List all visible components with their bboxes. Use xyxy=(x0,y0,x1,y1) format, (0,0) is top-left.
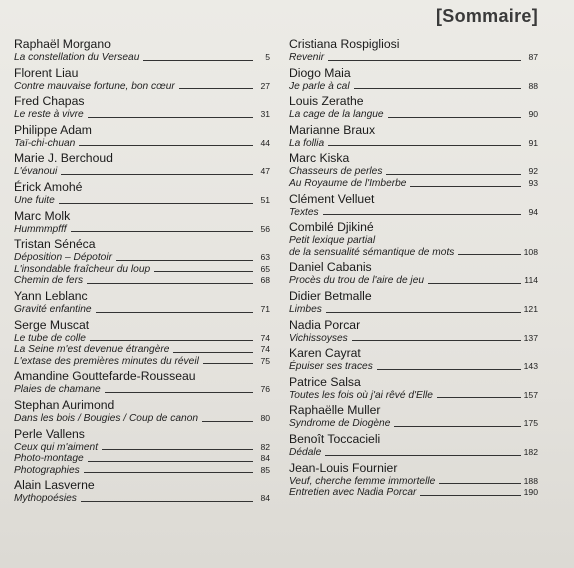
work-line xyxy=(289,235,538,247)
page-number: 182 xyxy=(523,446,538,457)
work-title: Chasseurs de perles xyxy=(289,166,383,178)
toc-entry xyxy=(289,461,538,499)
page-number: 51 xyxy=(260,194,270,205)
toc-entry xyxy=(289,66,538,93)
author-name: Florent Liau xyxy=(14,65,79,80)
page-number: 90 xyxy=(528,109,538,120)
leader-line xyxy=(84,472,253,473)
author-name: Serge Muscat xyxy=(14,317,90,332)
toc-entry xyxy=(14,123,270,150)
author-name: Marc Kiska xyxy=(289,151,350,166)
page-number: 108 xyxy=(523,246,538,257)
work-title: La cage de la langue xyxy=(289,109,384,121)
toc-entry xyxy=(14,37,270,64)
toc-entry xyxy=(14,427,270,477)
leader-line xyxy=(105,392,253,393)
work-title: Hummmpfff xyxy=(14,223,67,235)
work-line xyxy=(14,224,270,236)
work-line xyxy=(289,81,538,93)
page-number: 92 xyxy=(528,166,538,177)
toc-entry xyxy=(289,260,538,287)
page-number: 71 xyxy=(260,303,270,314)
work-line xyxy=(14,493,270,505)
toc-column-right xyxy=(289,37,538,501)
leader-line xyxy=(420,495,520,496)
work-line xyxy=(14,81,270,93)
toc-entry xyxy=(14,180,270,207)
work-title: Limbes xyxy=(289,303,322,315)
author-name: Daniel Cabanis xyxy=(289,260,372,275)
work-line xyxy=(14,109,270,121)
toc-entry xyxy=(14,289,270,316)
work-title: Dédale xyxy=(289,446,322,458)
leader-line xyxy=(377,369,521,370)
leader-line xyxy=(88,461,253,462)
leader-line xyxy=(326,312,521,313)
work-line xyxy=(289,333,538,345)
leader-line xyxy=(154,271,253,272)
toc-entry xyxy=(289,151,538,189)
work-title: Revenir xyxy=(289,52,325,63)
work-line xyxy=(14,195,270,207)
page-number: 137 xyxy=(523,332,538,343)
page-number: 121 xyxy=(523,303,538,314)
work-title: La Seine m'est devenue étrangère xyxy=(14,344,170,356)
leader-line xyxy=(328,145,521,146)
author-name: Marie J. Berchoud xyxy=(14,151,113,166)
page-number: 76 xyxy=(260,384,270,395)
work-line xyxy=(289,275,538,287)
work-title: Déposition – Dépotoir xyxy=(14,252,112,264)
work-line xyxy=(14,465,270,477)
page-number: 75 xyxy=(260,355,270,366)
page-number: 31 xyxy=(260,109,270,120)
leader-line xyxy=(386,174,521,175)
toc-entry xyxy=(14,237,270,287)
work-title: Dans les bois / Bougies / Coup de canon xyxy=(14,412,199,424)
page-number: 5 xyxy=(265,52,270,62)
leader-line xyxy=(79,145,253,146)
work-line xyxy=(289,476,538,488)
leader-line xyxy=(458,254,520,255)
work-title: Entretien avec Nadia Porcar xyxy=(289,487,417,499)
leader-line xyxy=(410,186,521,187)
toc-entry xyxy=(289,94,538,121)
work-title: Gravité enfantine xyxy=(14,303,92,315)
work-title: Textes xyxy=(289,206,319,218)
toc-entry xyxy=(289,346,538,373)
leader-line xyxy=(61,174,253,175)
leader-line xyxy=(325,455,520,456)
leader-line xyxy=(394,426,520,427)
author-name: Philippe Adam xyxy=(14,122,92,137)
page-title: [Sommaire] xyxy=(435,6,538,26)
leader-line xyxy=(388,117,521,118)
author-name: Fred Chapas xyxy=(14,94,85,109)
page-number: 74 xyxy=(260,344,270,355)
author-name: Raphaëlle Muller xyxy=(289,403,381,418)
author-name: Marc Molk xyxy=(14,208,71,223)
page-number: 114 xyxy=(524,275,538,286)
work-line xyxy=(289,207,538,219)
page-number: 188 xyxy=(523,475,538,486)
author-name: Yann Leblanc xyxy=(14,288,88,303)
author-name: Patrice Salsa xyxy=(289,374,361,389)
work-title: Le reste à vivre xyxy=(14,109,84,121)
page-number: 65 xyxy=(260,263,270,274)
work-line xyxy=(14,442,270,454)
work-line xyxy=(289,447,538,459)
work-title: Je parle à cal xyxy=(289,80,350,92)
author-name: Stephan Aurimond xyxy=(14,397,115,412)
author-name: Benoît Toccacieli xyxy=(289,431,381,446)
work-line xyxy=(289,247,538,259)
work-title: Le tube de colle xyxy=(14,332,86,344)
page-number: 47 xyxy=(260,166,270,177)
work-line xyxy=(289,361,538,373)
leader-line xyxy=(88,117,253,118)
work-title: La follia xyxy=(289,137,325,149)
work-line xyxy=(289,166,538,178)
toc-entry xyxy=(289,289,538,316)
leader-line xyxy=(323,214,521,215)
page-number: 56 xyxy=(260,223,270,234)
page-number: 175 xyxy=(523,418,538,429)
page-number: 84 xyxy=(260,453,270,464)
toc-column-left xyxy=(14,37,270,507)
work-title: La constellation du Verseau xyxy=(14,52,140,63)
toc-entry xyxy=(289,220,538,258)
work-line xyxy=(14,138,270,150)
leader-line xyxy=(81,501,253,502)
work-title: Épuiser ses traces xyxy=(289,361,373,373)
leader-line xyxy=(179,88,253,89)
toc-entry xyxy=(289,403,538,430)
leader-line xyxy=(102,449,253,450)
work-line xyxy=(14,166,270,178)
toc-entry xyxy=(14,66,270,93)
page-number: 85 xyxy=(260,464,270,475)
work-title: Petit lexique partial xyxy=(289,235,376,247)
toc-entry xyxy=(289,192,538,219)
work-title: L'extase des premières minutes du réveil xyxy=(14,355,199,367)
page-number: 63 xyxy=(260,252,270,263)
leader-line xyxy=(59,203,253,204)
work-line xyxy=(14,275,270,287)
work-title: Mythopoésies xyxy=(14,493,77,505)
work-title: Ceux qui m'aiment xyxy=(14,441,99,453)
work-title: de la sensualité sémantique de mots xyxy=(289,246,455,258)
work-title: Une fuite xyxy=(14,194,55,206)
page-number: 93 xyxy=(528,177,538,188)
work-line xyxy=(289,52,538,64)
work-line xyxy=(289,304,538,316)
work-title: Taï-chi-chuan xyxy=(14,137,76,149)
leader-line xyxy=(439,483,520,484)
author-name: Cristiana Rospigliosi xyxy=(289,37,400,51)
toc-entry xyxy=(289,123,538,150)
leader-line xyxy=(87,283,253,284)
work-line xyxy=(289,109,538,121)
work-line xyxy=(14,52,270,64)
work-title: Plaies de chamane xyxy=(14,384,101,396)
toc-entry xyxy=(14,318,270,368)
page-number: 84 xyxy=(260,493,270,504)
author-name: Perle Vallens xyxy=(14,426,85,441)
work-line xyxy=(14,384,270,396)
work-line xyxy=(14,344,270,356)
work-line xyxy=(14,413,270,425)
toc-entry xyxy=(289,375,538,402)
toc-entry xyxy=(14,369,270,396)
work-title: Chemin de fers xyxy=(14,275,84,287)
work-line xyxy=(14,333,270,345)
leader-line xyxy=(203,363,253,364)
leader-line xyxy=(96,312,253,313)
author-name: Combilé Djikiné xyxy=(289,220,374,235)
author-name: Jean-Louis Fournier xyxy=(289,460,398,475)
work-title: L'insondable fraîcheur du loup xyxy=(14,263,151,275)
toc-entry xyxy=(289,318,538,345)
page-number: 143 xyxy=(523,361,538,372)
author-name: Marianne Braux xyxy=(289,122,376,137)
work-title: Photo-montage xyxy=(14,453,84,465)
page-number: 87 xyxy=(528,52,538,62)
toc-entry xyxy=(14,151,270,178)
toc-entry xyxy=(14,478,270,505)
page-number: 27 xyxy=(260,80,270,91)
page-number: 68 xyxy=(260,275,270,286)
author-name: Didier Betmalle xyxy=(289,288,372,303)
page-number: 190 xyxy=(523,487,538,498)
toc-entry xyxy=(14,94,270,121)
work-title: Syndrome de Diogène xyxy=(289,418,391,430)
page-number: 88 xyxy=(528,80,538,91)
work-line xyxy=(14,252,270,264)
author-name: Diogo Maia xyxy=(289,65,351,80)
work-line xyxy=(289,178,538,190)
work-line xyxy=(14,304,270,316)
leader-line xyxy=(90,340,253,341)
author-name: Érick Amohé xyxy=(14,179,83,194)
work-line xyxy=(289,418,538,430)
work-line xyxy=(14,453,270,465)
leader-line xyxy=(202,421,253,422)
leader-line xyxy=(143,60,253,61)
leader-line xyxy=(354,88,521,89)
author-name: Raphaël Morgano xyxy=(14,37,111,51)
toc-entry xyxy=(289,432,538,459)
page-number: 91 xyxy=(528,137,538,148)
leader-line xyxy=(116,260,253,261)
leader-line xyxy=(352,340,521,341)
leader-line xyxy=(328,60,521,61)
work-line xyxy=(14,356,270,368)
work-line xyxy=(14,264,270,276)
work-title: Veuf, cherche femme immortelle xyxy=(289,475,436,487)
toc-entry xyxy=(14,398,270,425)
work-title: Au Royaume de l'Imberbe xyxy=(289,177,407,189)
work-title: L'évanoui xyxy=(14,166,58,178)
author-name: Tristan Sénéca xyxy=(14,237,96,252)
work-line xyxy=(289,390,538,402)
page-number: 80 xyxy=(260,412,270,423)
leader-line xyxy=(437,397,521,398)
leader-line xyxy=(71,231,253,232)
page-number: 74 xyxy=(260,332,270,343)
author-name: Nadia Porcar xyxy=(289,317,361,332)
toc-entry xyxy=(289,37,538,64)
author-name: Clément Velluet xyxy=(289,191,375,206)
work-line xyxy=(289,487,538,499)
page-number: 82 xyxy=(260,441,270,452)
work-title: Contre mauvaise fortune, bon cœur xyxy=(14,80,175,92)
work-title: Photographies xyxy=(14,464,80,476)
page-number: 44 xyxy=(260,137,270,148)
toc-entry xyxy=(14,209,270,236)
author-name: Karen Cayrat xyxy=(289,346,361,361)
work-title: Procès du trou de l'aire de jeu xyxy=(289,275,425,287)
work-title: Toutes les fois où j'ai rêvé d'Elle xyxy=(289,389,433,401)
author-name: Amandine Gouttefarde-Rousseau xyxy=(14,369,196,384)
leader-line xyxy=(173,352,253,353)
work-line xyxy=(289,138,538,150)
page-number: 94 xyxy=(528,206,538,217)
author-name: Louis Zerathe xyxy=(289,94,364,109)
work-title: Vichissoyses xyxy=(289,332,348,344)
author-name: Alain Lasverne xyxy=(14,478,95,493)
page-number: 157 xyxy=(523,389,538,400)
leader-line xyxy=(428,283,521,284)
